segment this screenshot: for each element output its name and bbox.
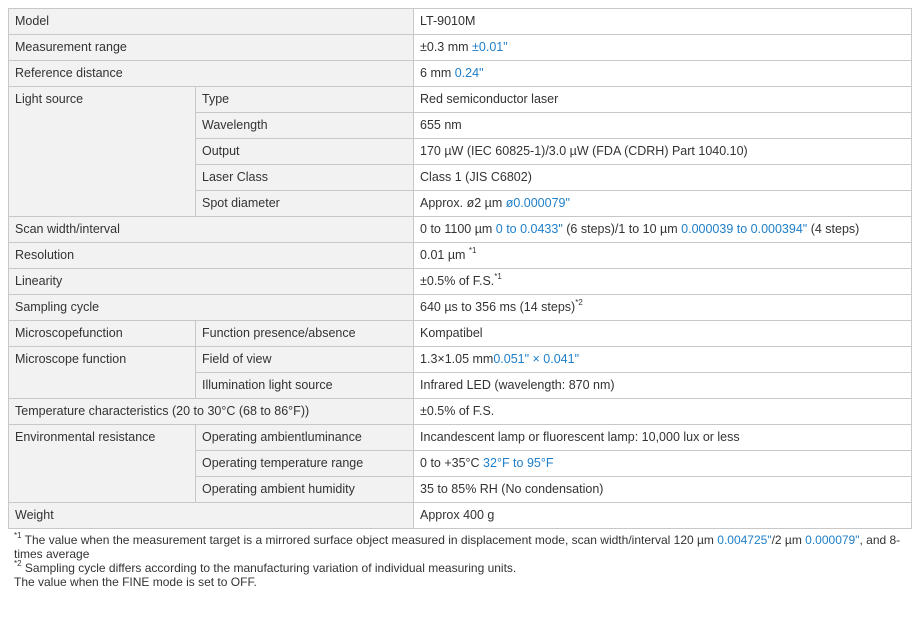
model-label: Model — [9, 9, 414, 35]
weight-value: Approx 400 g — [414, 503, 912, 529]
illuminance-value: Incandescent lamp or fluorescent lamp: 10,000 lux or less — [414, 425, 912, 451]
footnote-ref: *1 — [468, 246, 477, 255]
wavelength-value: 655 nm — [414, 113, 912, 139]
illuminance-label: Operating ambientluminance — [196, 425, 414, 451]
table-row — [9, 243, 912, 269]
footnotes — [8, 533, 911, 589]
table-row — [9, 321, 912, 347]
temperature-label: Temperature characteristics (20 to 30°C (68 to 86°F)) — [9, 399, 414, 425]
humidity-value: 35 to 85% RH (No condensation) — [414, 477, 912, 503]
scan-width-label: Scan width/interval — [9, 217, 414, 243]
resolution-label: Resolution — [9, 243, 414, 269]
function-presence-value: Kompatibel — [414, 321, 912, 347]
footnote-2: $^{*2}$ Sampling cycle differs according to the manufacturing variation of individual measuring units. — [14, 559, 517, 575]
environmental-label: Environmental resistance — [9, 425, 196, 503]
table-row — [9, 61, 912, 87]
sampling-cycle-value: 640 µs to 356 ms (14 steps)$^{*2}$ — [414, 295, 912, 321]
measurement-range-value: ±0.3 mm ±0.01" — [414, 35, 912, 61]
output-value: 170 µW (IEC 60825-1)/3.0 µW (FDA (CDRH) Part 1040.10) — [414, 139, 912, 165]
table-row — [9, 35, 912, 61]
weight-label: Weight — [9, 503, 414, 529]
table-row — [9, 503, 912, 529]
field-of-view-label: Field of view — [196, 347, 414, 373]
reference-distance-inch: 0.24" — [454, 66, 484, 80]
footnote-ref: *1 — [494, 272, 502, 281]
temperature-range-label: Operating temperature range — [196, 451, 414, 477]
microscope-function-2-label: Microscope function — [9, 347, 196, 399]
field-of-view-value: 1.3×1.05 mm0.051" × 0.041" — [414, 347, 912, 373]
laser-class-value: Class 1 (JIS C6802) — [414, 165, 912, 191]
illumination-label: Illumination light source — [196, 373, 414, 399]
output-label: Output — [196, 139, 414, 165]
temperature-value: ±0.5% of F.S. — [414, 399, 912, 425]
spec-sheet — [8, 8, 911, 589]
table-row — [9, 87, 912, 113]
light-type-label: Type — [196, 87, 414, 113]
measurement-range-label: Measurement range — [9, 35, 414, 61]
footnote-ref: *2 — [575, 298, 583, 307]
temperature-range-value: 0 to +35°C 32°F to 95°F — [414, 451, 912, 477]
microscope-function-1-label: Microscopefunction — [9, 321, 196, 347]
reference-distance-value: 6 mm 0.24" — [414, 61, 912, 87]
field-of-view-inch: 0.051" × 0.041" — [493, 352, 580, 366]
footnote-1: $^{*1}$ The value when the measurement target is a mirrored surface object measured in displacement mode, scan width/interval 120 µm 0.004725"/2 µm 0.000079", and 8-times average — [14, 531, 901, 561]
table-row — [9, 217, 912, 243]
illumination-value: Infrared LED (wavelength: 870 nm) — [414, 373, 912, 399]
model-value: LT-9010M — [414, 9, 912, 35]
resolution-value: 0.01 µm $^{*1}$ — [414, 243, 912, 269]
measurement-range-inch: ±0.01" — [472, 40, 508, 54]
footnote-3: The value when the FINE mode is set to OFF. — [14, 575, 257, 589]
sampling-cycle-label: Sampling cycle — [9, 295, 414, 321]
scan-width-value: 0 to 1100 µm 0 to 0.0433" (6 steps)/1 to 10 µm 0.000039 to 0.000394" (4 steps) — [414, 217, 912, 243]
table-row — [9, 295, 912, 321]
linearity-label: Linearity — [9, 269, 414, 295]
spot-diameter-label: Spot diameter — [196, 191, 414, 217]
light-type-value: Red semiconductor laser — [414, 87, 912, 113]
light-source-label: Light source — [9, 87, 196, 217]
table-row — [9, 269, 912, 295]
spot-diameter-inch: ø0.000079" — [505, 196, 570, 210]
linearity-value: ±0.5% of F.S.$^{*1}$ — [414, 269, 912, 295]
table-row — [9, 399, 912, 425]
reference-distance-label: Reference distance — [9, 61, 414, 87]
table-row — [9, 9, 912, 35]
function-presence-label: Function presence/absence — [196, 321, 414, 347]
spec-table — [8, 8, 912, 529]
temperature-range-fahrenheit: 32°F to 95°F — [483, 456, 554, 470]
wavelength-label: Wavelength — [196, 113, 414, 139]
spot-diameter-value: Approx. ø2 µm ø0.000079" — [414, 191, 912, 217]
table-row — [9, 425, 912, 451]
laser-class-label: Laser Class — [196, 165, 414, 191]
humidity-label: Operating ambient humidity — [196, 477, 414, 503]
table-row — [9, 347, 912, 373]
